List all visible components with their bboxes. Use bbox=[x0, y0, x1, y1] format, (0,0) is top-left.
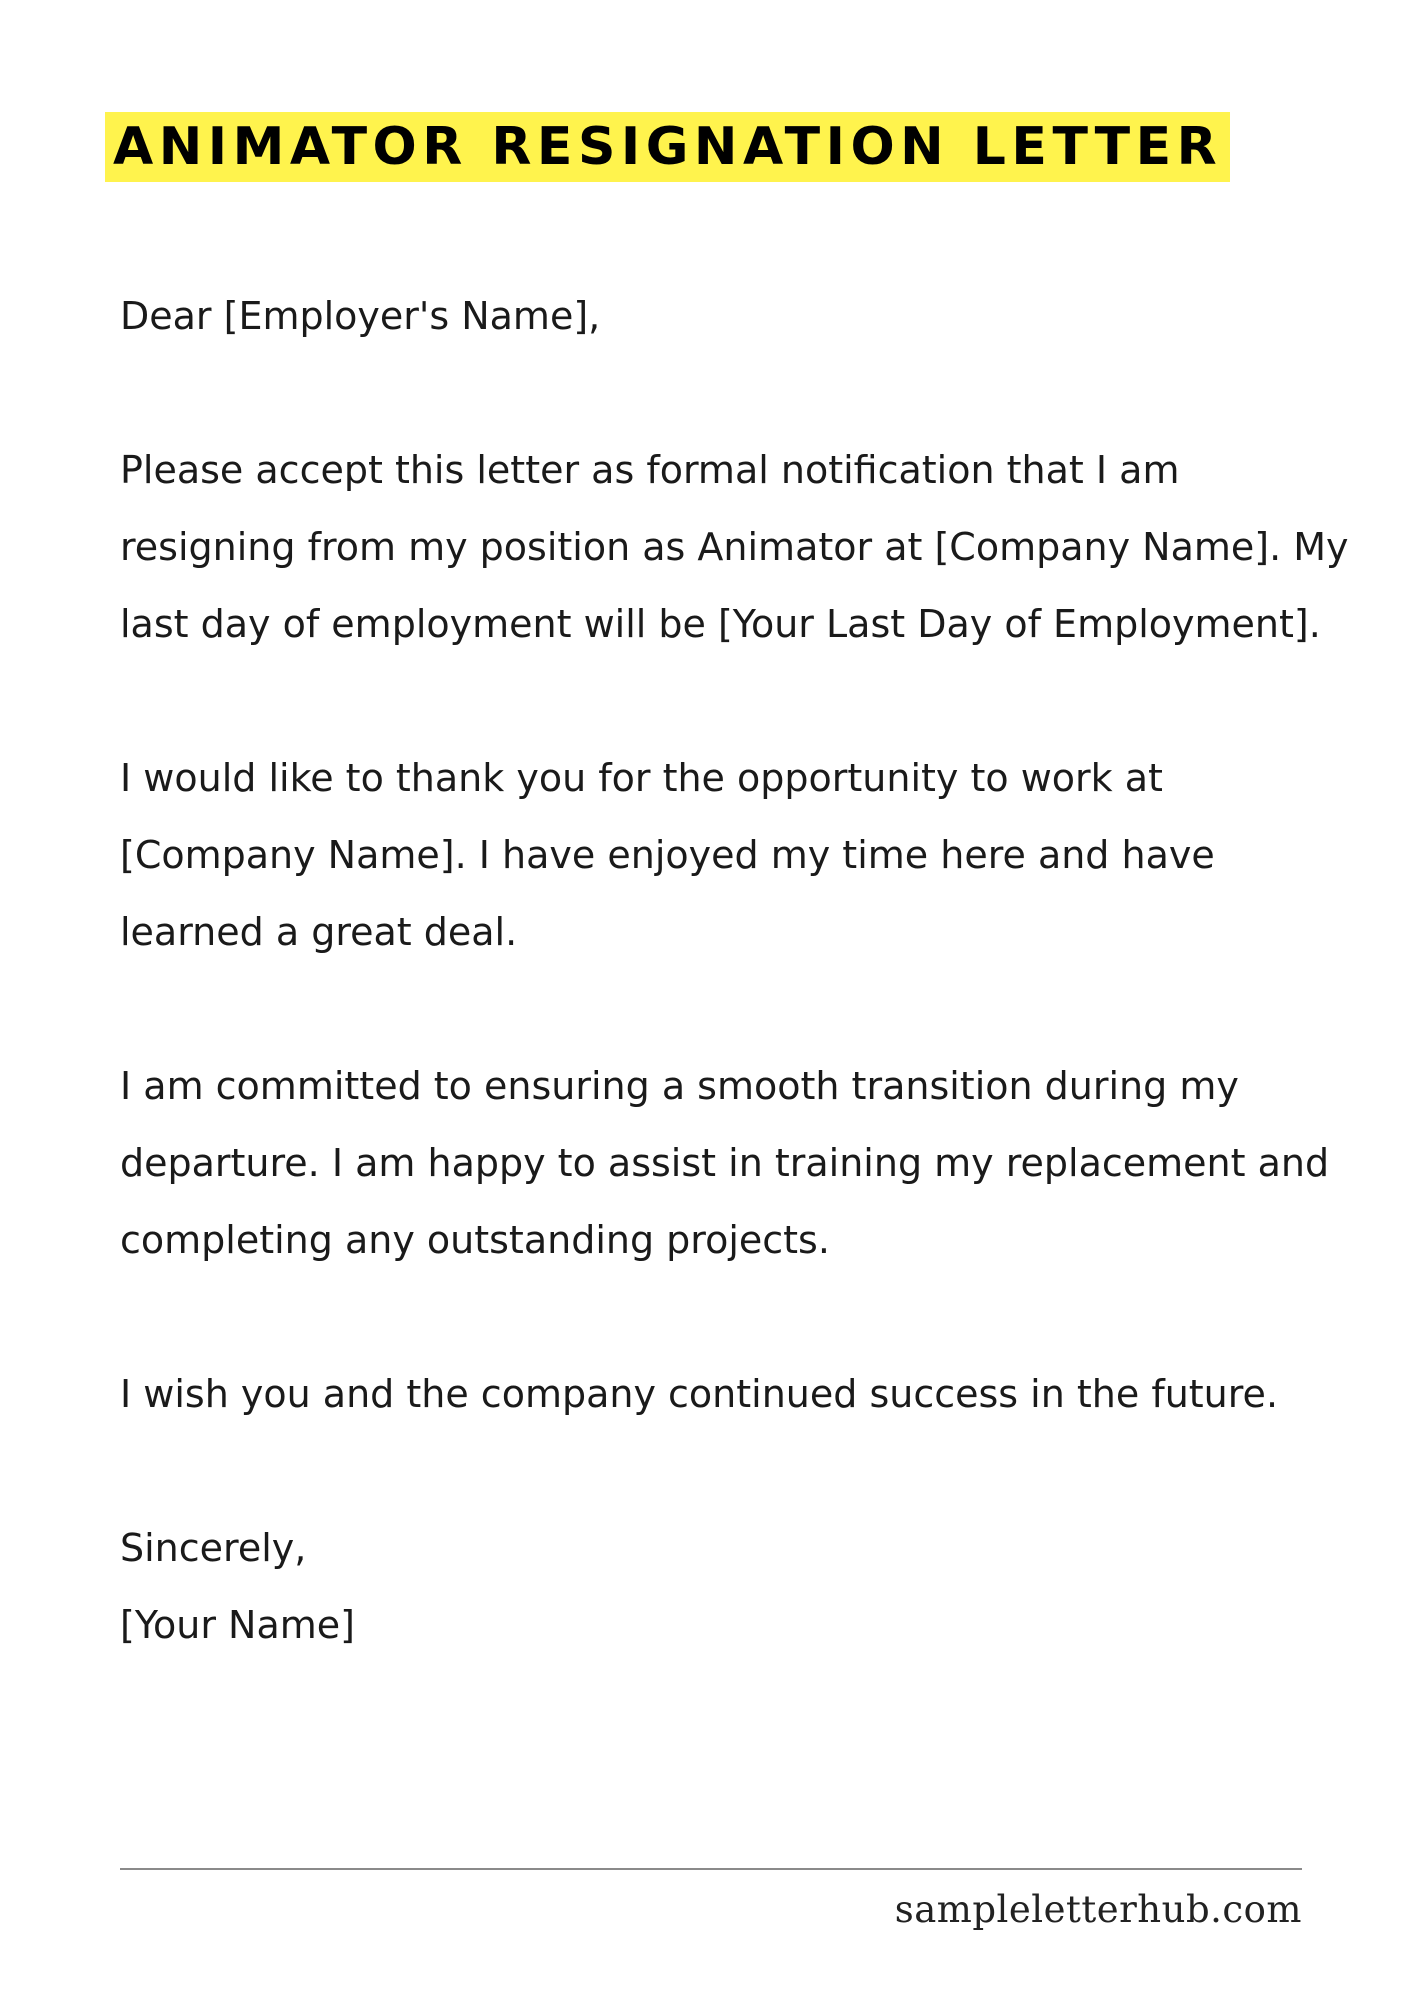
salutation: Dear [Employer's Name], bbox=[120, 294, 601, 338]
page-title: ANIMATOR RESIGNATION LETTER bbox=[113, 117, 1223, 177]
closing: Sincerely, bbox=[120, 1526, 307, 1570]
footer-divider bbox=[120, 1868, 1302, 1870]
paragraph-3: I am committed to ensuring a smooth transition during my departure. I am happy to assist in training my replacement and completing any outstanding projects. bbox=[120, 1064, 1330, 1262]
footer-site: sampleletterhub.com bbox=[894, 1888, 1302, 1931]
paragraph-4: I wish you and the company continued success in the future. bbox=[120, 1372, 1279, 1416]
paragraph-2: I would like to thank you for the opportunity to work at [Company Name]. I have enjoyed my time here and have learned a great deal. bbox=[120, 756, 1215, 954]
paragraph-1: Please accept this letter as formal notification that I am resigning from my position as Animator at [Company Name]. My last day of employment will be [Your Last Day of Employment]. bbox=[120, 448, 1349, 646]
signature-name: [Your Name] bbox=[120, 1603, 355, 1647]
title-highlight bbox=[105, 112, 1230, 182]
letter-body bbox=[120, 278, 1360, 1664]
